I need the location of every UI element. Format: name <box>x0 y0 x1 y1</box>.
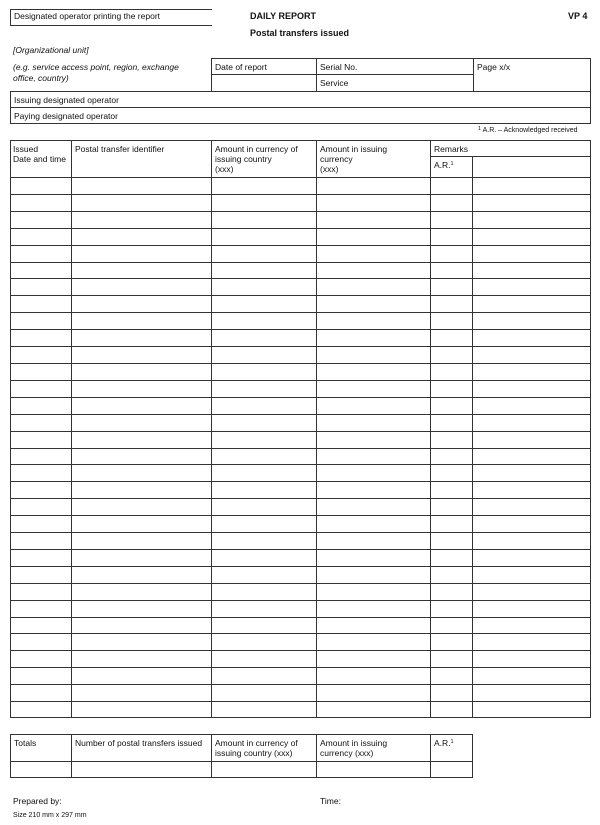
table-cell-issued[interactable] <box>11 212 70 227</box>
table-cell-identifier[interactable] <box>72 685 210 700</box>
table-cell-ar[interactable] <box>431 567 471 582</box>
table-cell-identifier[interactable] <box>72 567 210 582</box>
table-cell-issued[interactable] <box>11 229 70 244</box>
page-number-field[interactable]: Page x/x <box>477 62 511 72</box>
info-box-divider <box>211 74 473 75</box>
table-cell-amount-country[interactable] <box>212 229 315 244</box>
table-cell-ar[interactable] <box>431 550 471 565</box>
table-cell-amount-country[interactable] <box>212 651 315 666</box>
table-cell-issued[interactable] <box>11 702 70 717</box>
table-cell-ar[interactable] <box>431 313 471 328</box>
table-cell-amount-country[interactable] <box>212 465 315 480</box>
table-cell-identifier[interactable] <box>72 178 210 193</box>
table-cell-ar[interactable] <box>431 330 471 345</box>
table-cell-remarks[interactable] <box>473 618 590 633</box>
table-cell-issued[interactable] <box>11 499 70 514</box>
table-cell-amount-country[interactable] <box>212 279 315 294</box>
table-cell-identifier[interactable] <box>72 449 210 464</box>
table-cell-issued[interactable] <box>11 685 70 700</box>
totals-label: Totals <box>14 738 37 748</box>
table-cell-ar[interactable] <box>431 229 471 244</box>
table-cell-ar[interactable] <box>431 668 471 683</box>
table-cell-identifier[interactable] <box>72 618 210 633</box>
table-cell-amount-currency[interactable] <box>317 533 429 548</box>
totals-input-amount-country[interactable] <box>212 762 315 777</box>
table-cell-amount-country[interactable] <box>212 398 315 413</box>
table-cell-identifier[interactable] <box>72 313 210 328</box>
operator-field-bottom-border <box>10 25 212 26</box>
table-cell-ar[interactable] <box>431 364 471 379</box>
table-cell-amount-country[interactable] <box>212 668 315 683</box>
table-cell-remarks[interactable] <box>473 550 590 565</box>
table-cell-identifier[interactable] <box>72 533 210 548</box>
table-cell-ar[interactable] <box>431 415 471 430</box>
table-cell-amount-country[interactable] <box>212 347 315 362</box>
table-cell-identifier[interactable] <box>72 330 210 345</box>
table-cell-ar[interactable] <box>431 263 471 278</box>
table-cell-remarks[interactable] <box>473 229 590 244</box>
table-cell-amount-currency[interactable] <box>317 178 429 193</box>
table-cell-issued[interactable] <box>11 449 70 464</box>
table-cell-issued[interactable] <box>11 296 70 311</box>
table-cell-identifier[interactable] <box>72 651 210 666</box>
report-title: DAILY REPORT <box>250 11 317 21</box>
col-header-issued-sub: Date and time <box>13 154 66 164</box>
table-cell-remarks[interactable] <box>473 195 590 210</box>
table-cell-ar[interactable] <box>431 499 471 514</box>
table-cell-identifier[interactable] <box>72 702 210 717</box>
table-cell-amount-country[interactable] <box>212 685 315 700</box>
table-cell-identifier[interactable] <box>72 584 210 599</box>
table-cell-remarks[interactable] <box>473 651 590 666</box>
table-cell-identifier[interactable] <box>72 229 210 244</box>
operator-field-left-border <box>10 9 11 25</box>
totals-count-label: Number of postal transfers issued <box>75 738 203 748</box>
table-cell-amount-country[interactable] <box>212 296 315 311</box>
col-header-ar-mark: 1 <box>450 161 454 167</box>
table-cell-identifier[interactable] <box>72 465 210 480</box>
table-cell-issued[interactable] <box>11 279 70 294</box>
table-cell-amount-country[interactable] <box>212 482 315 497</box>
table-cell-remarks[interactable] <box>473 212 590 227</box>
table-cell-ar[interactable] <box>431 432 471 447</box>
table-cell-ar[interactable] <box>431 347 471 362</box>
col-header-ar-label: A.R. <box>434 160 451 170</box>
table-cell-issued[interactable] <box>11 465 70 480</box>
col-header-amount-country <box>215 144 313 174</box>
table-cell-issued[interactable] <box>11 195 70 210</box>
table-cell-remarks[interactable] <box>473 415 590 430</box>
table-cell-remarks[interactable] <box>473 499 590 514</box>
table-cell-issued[interactable] <box>11 482 70 497</box>
table-cell-issued[interactable] <box>11 364 70 379</box>
table-cell-identifier[interactable] <box>72 550 210 565</box>
info-box-col-2 <box>473 58 474 92</box>
table-cell-amount-currency[interactable] <box>317 263 429 278</box>
table-cell-identifier[interactable] <box>72 263 210 278</box>
totals-ar-mark: 1 <box>450 739 454 745</box>
table-cell-amount-currency[interactable] <box>317 279 429 294</box>
table-cell-identifier[interactable] <box>72 668 210 683</box>
table-cell-ar[interactable] <box>431 381 471 396</box>
table-cell-amount-currency[interactable] <box>317 668 429 683</box>
info-box <box>211 58 591 92</box>
serial-no-field[interactable]: Serial No. <box>320 62 358 72</box>
table-cell-remarks[interactable] <box>473 330 590 345</box>
table-cell-remarks[interactable] <box>473 567 590 582</box>
table-cell-ar[interactable] <box>431 584 471 599</box>
table-cell-ar[interactable] <box>431 634 471 649</box>
table-cell-remarks[interactable] <box>473 702 590 717</box>
table-cell-amount-country[interactable] <box>212 449 315 464</box>
table-cell-identifier[interactable] <box>72 634 210 649</box>
service-field[interactable]: Service <box>320 78 349 88</box>
col-header-issued <box>13 144 66 164</box>
table-cell-amount-country[interactable] <box>212 364 315 379</box>
table-cell-amount-currency[interactable] <box>317 398 429 413</box>
table-cell-amount-country[interactable] <box>212 618 315 633</box>
col-header-amount-currency <box>320 144 400 174</box>
time-field[interactable]: Time: <box>320 796 341 806</box>
table-cell-remarks[interactable] <box>473 381 590 396</box>
table-cell-identifier[interactable] <box>72 347 210 362</box>
table-cell-amount-currency[interactable] <box>317 601 429 616</box>
table-cell-remarks[interactable] <box>473 449 590 464</box>
col-header-identifier: Postal transfer identifier <box>75 144 165 154</box>
totals-ar-label <box>434 738 454 748</box>
table-cell-remarks[interactable] <box>473 398 590 413</box>
totals-input-amount-currency[interactable] <box>317 762 429 777</box>
table-cell-amount-currency[interactable] <box>317 381 429 396</box>
table-cell-issued[interactable] <box>11 601 70 616</box>
table-cell-amount-currency[interactable] <box>317 229 429 244</box>
table-cell-issued[interactable] <box>11 618 70 633</box>
table-cell-amount-country[interactable] <box>212 195 315 210</box>
col-header-issued-label: Issued <box>13 144 39 154</box>
table-cell-issued[interactable] <box>11 651 70 666</box>
table-cell-remarks[interactable] <box>473 685 590 700</box>
table-cell-issued[interactable] <box>11 246 70 261</box>
table-cell-amount-country[interactable] <box>212 516 315 531</box>
issuing-operator-field[interactable]: Issuing designated operator <box>14 95 119 105</box>
table-cell-amount-currency[interactable] <box>317 567 429 582</box>
table-cell-amount-country[interactable] <box>212 601 315 616</box>
table-cell-ar[interactable] <box>431 246 471 261</box>
table-cell-identifier[interactable] <box>72 601 210 616</box>
table-cell-issued[interactable] <box>11 347 70 362</box>
table-cell-amount-currency[interactable] <box>317 685 429 700</box>
col-header-remarks: Remarks <box>434 144 469 154</box>
table-cell-remarks[interactable] <box>473 482 590 497</box>
table-cell-ar[interactable] <box>431 482 471 497</box>
table-cell-ar[interactable] <box>431 702 471 717</box>
table-cell-amount-country[interactable] <box>212 330 315 345</box>
table-cell-identifier[interactable] <box>72 432 210 447</box>
totals-amount-currency-label: Amount in issuing currency (xxx) <box>320 738 388 758</box>
table-cell-issued[interactable] <box>11 330 70 345</box>
table-cell-remarks[interactable] <box>473 668 590 683</box>
table-cell-identifier[interactable] <box>72 195 210 210</box>
org-unit-example: (e.g. service access point, region, exchange office, country) <box>13 62 179 83</box>
table-cell-ar[interactable] <box>431 601 471 616</box>
table-cell-issued[interactable] <box>11 313 70 328</box>
table-cell-amount-currency[interactable] <box>317 212 429 227</box>
table-cell-ar[interactable] <box>431 212 471 227</box>
table-cell-issued[interactable] <box>11 398 70 413</box>
table-cell-issued[interactable] <box>11 415 70 430</box>
table-cell-amount-currency[interactable] <box>317 415 429 430</box>
table-cell-amount-currency[interactable] <box>317 584 429 599</box>
col-header-amount-country-label: Amount in currency of issuing country <box>215 144 298 164</box>
totals-amount-country-label: Amount in currency of issuing country (xxx) <box>215 738 298 758</box>
table-cell-issued[interactable] <box>11 178 70 193</box>
table-cell-amount-currency[interactable] <box>317 651 429 666</box>
table-cell-remarks[interactable] <box>473 178 590 193</box>
table-cell-issued[interactable] <box>11 584 70 599</box>
table-cell-remarks[interactable] <box>473 313 590 328</box>
table-cell-remarks[interactable] <box>473 584 590 599</box>
operator-printing-label: Designated operator printing the report <box>14 11 161 21</box>
table-cell-remarks[interactable] <box>473 533 590 548</box>
table-cell-identifier[interactable] <box>72 246 210 261</box>
table-cell-identifier[interactable] <box>72 415 210 430</box>
table-cell-amount-currency[interactable] <box>317 465 429 480</box>
table-cell-ar[interactable] <box>431 296 471 311</box>
table-cell-remarks[interactable] <box>473 516 590 531</box>
col-header-amount-currency-label: Amount in issuing currency <box>320 144 388 164</box>
table-cell-issued[interactable] <box>11 567 70 582</box>
table-cell-amount-country[interactable] <box>212 499 315 514</box>
col-header-amount-currency-unit: (xxx) <box>320 164 339 174</box>
operator-field-top-border <box>10 9 212 10</box>
table-cell-issued[interactable] <box>11 550 70 565</box>
table-cell-remarks[interactable] <box>473 246 590 261</box>
info-box-col-1 <box>316 58 317 92</box>
table-cell-remarks[interactable] <box>473 347 590 362</box>
table-cell-issued[interactable] <box>11 432 70 447</box>
table-cell-amount-currency[interactable] <box>317 347 429 362</box>
table-cell-ar[interactable] <box>431 279 471 294</box>
table-cell-identifier[interactable] <box>72 482 210 497</box>
table-cell-issued[interactable] <box>11 668 70 683</box>
table-cell-amount-currency[interactable] <box>317 246 429 261</box>
table-cell-amount-country[interactable] <box>212 702 315 717</box>
table-cell-amount-country[interactable] <box>212 567 315 582</box>
table-cell-amount-currency[interactable] <box>317 313 429 328</box>
footnote-text: A.R. – Acknowledged received <box>482 127 578 134</box>
footnote <box>478 127 578 134</box>
table-cell-issued[interactable] <box>11 516 70 531</box>
table-cell-identifier[interactable] <box>72 296 210 311</box>
org-unit-label[interactable]: [Organizational unit] <box>13 45 89 55</box>
table-cell-ar[interactable] <box>431 533 471 548</box>
table-cell-identifier[interactable] <box>72 279 210 294</box>
table-cell-amount-country[interactable] <box>212 381 315 396</box>
table-cell-ar[interactable] <box>431 178 471 193</box>
table-cell-amount-currency[interactable] <box>317 296 429 311</box>
table-cell-amount-currency[interactable] <box>317 432 429 447</box>
table-cell-amount-currency[interactable] <box>317 634 429 649</box>
table-cell-issued[interactable] <box>11 533 70 548</box>
totals-input-count[interactable] <box>72 762 210 777</box>
table-cell-remarks[interactable] <box>473 601 590 616</box>
table-cell-identifier[interactable] <box>72 381 210 396</box>
table-cell-ar[interactable] <box>431 195 471 210</box>
table-cell-issued[interactable] <box>11 634 70 649</box>
report-subtitle: Postal transfers issued <box>250 28 350 38</box>
table-cell-amount-currency[interactable] <box>317 618 429 633</box>
table-cell-remarks[interactable] <box>473 432 590 447</box>
paying-operator-field[interactable]: Paying designated operator <box>14 111 118 121</box>
table-cell-amount-currency[interactable] <box>317 702 429 717</box>
table-cell-issued[interactable] <box>11 263 70 278</box>
table-cell-remarks[interactable] <box>473 364 590 379</box>
table-cell-identifier[interactable] <box>72 516 210 531</box>
footnote-mark: 1 <box>478 126 482 132</box>
table-cell-amount-currency[interactable] <box>317 550 429 565</box>
table-cell-amount-currency[interactable] <box>317 195 429 210</box>
form-code: VP 4 <box>568 11 588 21</box>
size-note: Size 210 mm x 297 mm <box>13 812 87 819</box>
table-cell-amount-currency[interactable] <box>317 482 429 497</box>
table-cell-ar[interactable] <box>431 465 471 480</box>
totals-input-ar[interactable] <box>431 762 472 777</box>
remarks-subheader-line <box>430 156 591 157</box>
table-cell-amount-country[interactable] <box>212 212 315 227</box>
totals-ar-text: A.R. <box>434 738 451 748</box>
table-cell-amount-country[interactable] <box>212 263 315 278</box>
table-cell-amount-country[interactable] <box>212 634 315 649</box>
table-cell-amount-currency[interactable] <box>317 499 429 514</box>
table-cell-identifier[interactable] <box>72 212 210 227</box>
table-cell-ar[interactable] <box>431 398 471 413</box>
table-cell-amount-country[interactable] <box>212 415 315 430</box>
table-cell-ar[interactable] <box>431 651 471 666</box>
table-cell-ar[interactable] <box>431 685 471 700</box>
table-cell-amount-country[interactable] <box>212 246 315 261</box>
table-cell-amount-currency[interactable] <box>317 516 429 531</box>
table-cell-issued[interactable] <box>11 381 70 396</box>
table-cell-amount-currency[interactable] <box>317 364 429 379</box>
table-cell-ar[interactable] <box>431 618 471 633</box>
operators-divider <box>10 107 591 108</box>
table-cell-ar[interactable] <box>431 449 471 464</box>
date-of-report-field[interactable]: Date of report <box>215 62 267 72</box>
table-cell-identifier[interactable] <box>72 398 210 413</box>
table-cell-amount-currency[interactable] <box>317 330 429 345</box>
table-cell-amount-country[interactable] <box>212 178 315 193</box>
table-cell-amount-country[interactable] <box>212 550 315 565</box>
totals-input-label[interactable] <box>11 762 70 777</box>
table-cell-amount-country[interactable] <box>212 533 315 548</box>
table-cell-amount-currency[interactable] <box>317 449 429 464</box>
table-cell-remarks[interactable] <box>473 296 590 311</box>
table-cell-remarks[interactable] <box>473 263 590 278</box>
prepared-by-field[interactable]: Prepared by: <box>13 796 62 806</box>
table-cell-identifier[interactable] <box>72 364 210 379</box>
table-cell-remarks[interactable] <box>473 465 590 480</box>
table-cell-amount-country[interactable] <box>212 432 315 447</box>
col-header-amount-country-unit: (xxx) <box>215 164 234 174</box>
table-cell-amount-country[interactable] <box>212 584 315 599</box>
table-cell-remarks[interactable] <box>473 279 590 294</box>
table-cell-remarks[interactable] <box>473 634 590 649</box>
col-header-ar <box>434 160 454 170</box>
table-cell-identifier[interactable] <box>72 499 210 514</box>
table-cell-amount-country[interactable] <box>212 313 315 328</box>
table-cell-ar[interactable] <box>431 516 471 531</box>
